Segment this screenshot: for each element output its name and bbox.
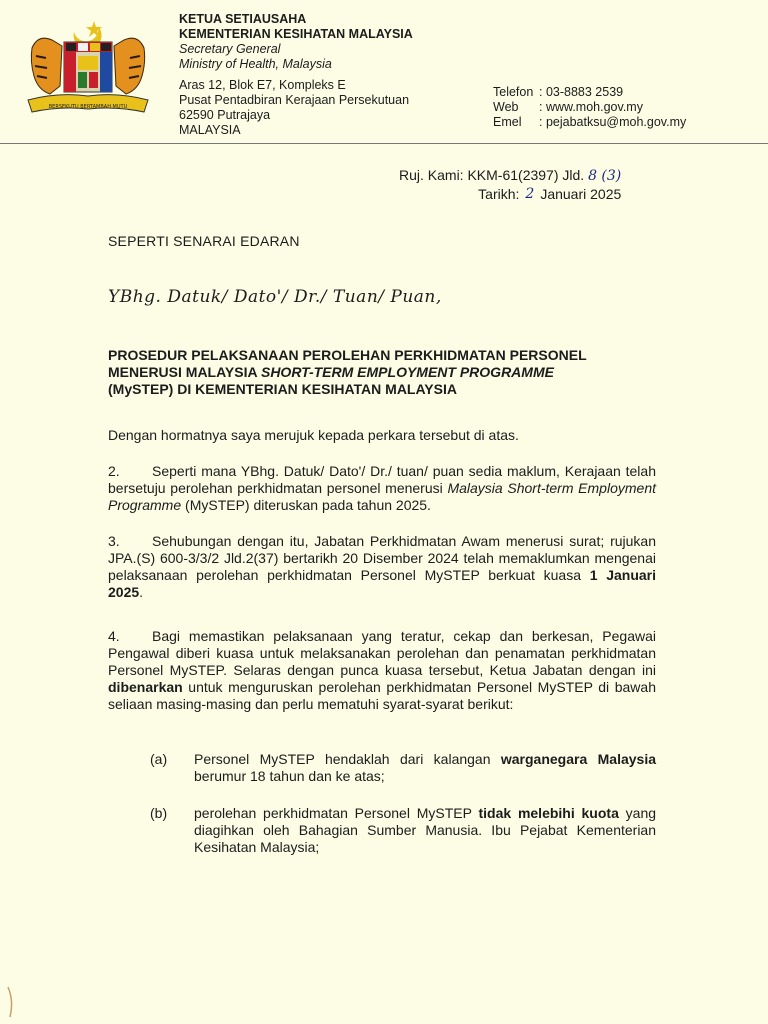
list-item [150,805,656,856]
paragraph-number: 3. [108,533,120,549]
paragraph-2: 2. Seperti mana YBhg. Datuk/ Dato'/ Dr./ tuan/ puan sedia maklum, Kerajaan telah bersetuju perolehan perkhidmatan personel menerusi Malaysia Short-term Employment Programme (MySTEP) diteruskan pada tahun 2025. [108,463,656,513]
contact-block [493,85,686,130]
date-handwritten: 2 [525,186,535,202]
circulation-line: SEPERTI SENARAI EDARAN [108,233,300,249]
ref-handwritten: 8 (3) [588,168,622,184]
address-block [179,78,409,138]
web-value[interactable]: : www.moh.gov.my [539,100,643,114]
reference-block [399,166,621,203]
address-line: MALAYSIA [179,123,241,137]
email-label: Emel [493,115,522,129]
phone-label: Telefon [493,85,534,99]
header-divider [0,143,768,144]
paragraph-4: 4. Bagi memastikan pelaksanaan yang teratur, cekap dan berkesan, Pegawai Pengawal diberi kuasa untuk melaksanakan perolehan dan penamatan perkhidmatan Personel MySTEP. Selaras dengan punca kuasa tersebut, Ketua Jabatan dengan ini dibenarkan untuk menguruskan perolehan perkhidmatan Personel MySTEP di bawah seliaan masing-masing dan perlu mematuhi syarat-syarat berikut: [108,628,656,712]
org-title-3: Secretary General [179,42,281,56]
paragraph-3: 3. Sehubungan dengan itu, Jabatan Perkhidmatan Awam menerusi surat; rujukan JPA.(S) 600-3/3/2 Jld.2(37) bertarikh 20 Disember 2024 telah memaklumkan mengenai pelaksanaan perolehan perkhidmatan Personel MySTEP berkuat kuasa 1 Januari 2025. [108,533,656,600]
org-title-1: KETUA SETIAUSAHA [179,12,307,26]
email-value[interactable]: : pejabatksu@moh.gov.my [539,115,687,129]
subject-heading [108,347,656,398]
subject-line-3: (MySTEP) DI KEMENTERIAN KESIHATAN MALAYSIA [108,381,457,397]
address-line: 62590 Putrajaya [179,108,271,122]
ref-label: Ruj. Kami: [399,167,464,183]
address-line: Pusat Pentadbiran Kerajaan Persekutuan [179,93,410,107]
ref-value: KKM-61(2397) Jld. [467,167,585,183]
subject-line-1: PROSEDUR PELAKSANAAN PEROLEHAN PERKHIDMATAN PERSONEL [108,347,587,363]
list-marker: (b) [150,805,168,821]
subject-line-2: MENERUSI MALAYSIA SHORT-TERM EMPLOYMENT PROGRAMME [108,364,554,380]
list-item [150,751,656,785]
org-title-4: Ministry of Health, Malaysia [179,57,332,71]
paragraph-1: Dengan hormatnya saya merujuk kepada perkara tersebut di atas. [108,427,519,443]
phone-value: : 03-8883 2539 [539,85,624,99]
org-title-2: KEMENTERIAN KESIHATAN MALAYSIA [179,27,413,41]
malaysia-coat-of-arms-icon [22,18,154,118]
list-item-text: Personel MySTEP hendaklah dari kalangan warganegara Malaysia berumur 18 tahun dan ke atas; [194,751,656,784]
salutation: YBhg. Datuk/ Dato'/ Dr./ Tuan/ Puan, [108,287,442,307]
list-item-text: perolehan perkhidmatan Personel MySTEP tidak melebihi kuota yang diagihkan oleh Bahagian Sumber Manusia. Ibu Pejabat Kementerian Kesihatan Malaysia; [194,805,657,855]
date-label: Tarikh: [478,186,520,202]
svg-text:BERSEKUTU BERTAMBAH MUTU: BERSEKUTU BERTAMBAH MUTU [48,104,128,110]
date-value: Januari 2025 [540,186,622,202]
web-label: Web [493,100,519,114]
address-line: Aras 12, Blok E7, Kompleks E [179,78,346,92]
scan-mark-icon [6,985,16,1019]
list-marker: (a) [150,751,168,767]
paragraph-number: 2. [108,463,120,479]
paragraph-number: 4. [108,628,120,644]
organisation-heading [179,12,413,72]
